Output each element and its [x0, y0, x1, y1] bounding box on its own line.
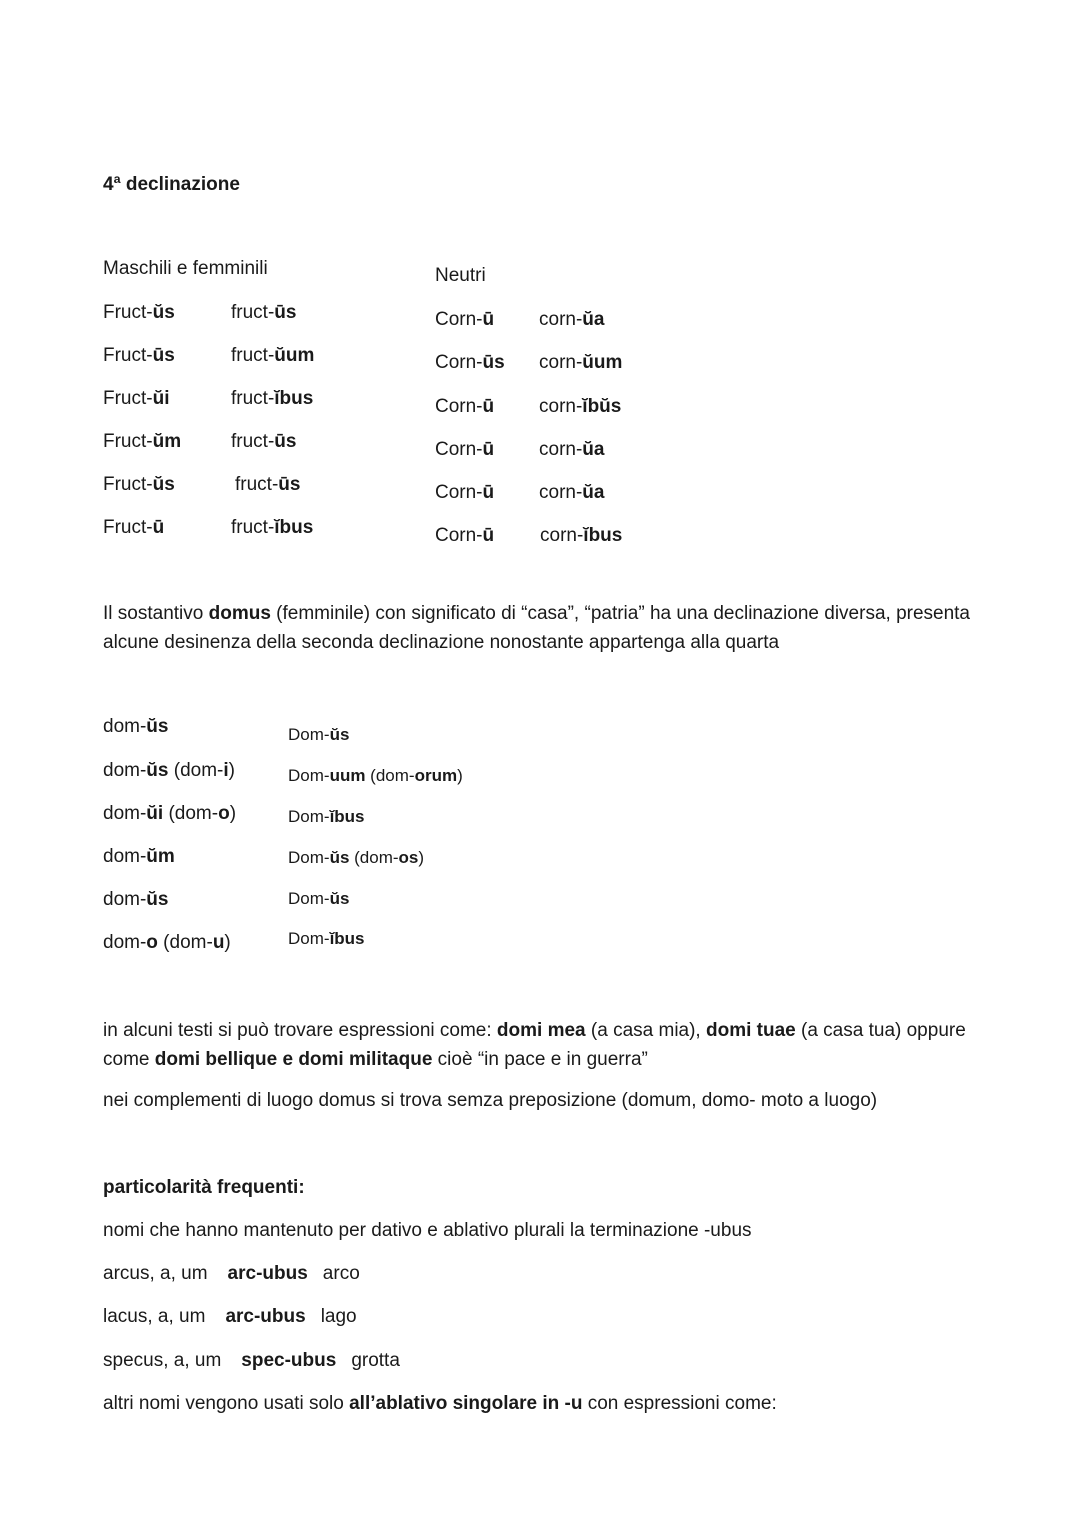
- particularities-intro: nomi che hanno mantenuto per dativo e ablativo plurali la terminazione -ubus: [103, 1220, 752, 1241]
- neuter-header: Neutri: [435, 265, 486, 286]
- expressions-paragraph: in alcuni testi si può trovare espressioni come: domi mea (a casa mia), domi tuae (a casa tua) oppure come domi bellique e domi militaque cioè “in pace e in guerra”: [103, 1020, 966, 1070]
- cornu-sg-row: Corn-ū: [435, 309, 495, 330]
- page-title: 4ª declinazione: [103, 174, 240, 195]
- cornu-pl-row: corn-ŭa: [539, 482, 605, 503]
- cornu-pl-row: corn-ŭa: [539, 439, 605, 460]
- fructus-sg-row: Fruct-ŭs: [103, 302, 175, 323]
- fructus-sg-row: Fruct-ŭs: [103, 474, 175, 495]
- domus-pl-row: Dom-ŭs: [288, 889, 350, 908]
- fructus-sg-row: Fruct-ū: [103, 517, 165, 538]
- domus-pl-row: Dom-ĭbus: [288, 807, 365, 826]
- fructus-pl-row: fruct-ĭbus: [231, 388, 314, 409]
- fructus-pl-row: fruct-ūs: [231, 431, 297, 452]
- cornu-sg-row: Corn-ū: [435, 396, 495, 417]
- cornu-sg-row: Corn-ū: [435, 482, 495, 503]
- domus-sg-row: dom-ŭi (dom-o): [103, 803, 237, 824]
- cornu-pl-row: corn-ŭum: [539, 352, 623, 373]
- fructus-pl-row: fruct-ūs: [231, 302, 297, 323]
- fructus-sg-row: Fruct-ūs: [103, 345, 175, 366]
- cornu-pl-row: corn-ĭbus: [540, 525, 623, 546]
- domus-pl-row: Dom-ŭs (dom-os): [288, 848, 425, 867]
- masc-fem-header: Maschili e femminili: [103, 258, 268, 279]
- cornu-sg-row: Corn-ūs: [435, 352, 505, 373]
- domus-intro-paragraph: Il sostantivo domus (femminile) con significato di “casa”, “patria” ha una declinazione diversa, presenta alcune desinenza della seconda declinazione nonostante appartenga alla quarta: [103, 603, 971, 653]
- cornu-pl-row: corn-ĭbŭs: [539, 396, 622, 417]
- ubus-example-row: specus, a, um spec-ubus grotta: [103, 1350, 400, 1371]
- domus-pl-row: Dom-uum (dom-orum): [288, 766, 463, 785]
- ubus-example-row: arcus, a, um arc-ubus arco: [103, 1263, 360, 1284]
- particularities-title: particolarità frequenti:: [103, 1177, 305, 1198]
- cornu-sg-row: Corn-ū: [435, 439, 495, 460]
- domus-pl-row: Dom-ŭs: [288, 725, 350, 744]
- domus-sg-row: dom-ŭs: [103, 889, 169, 910]
- domus-sg-row: dom-ŭs (dom-i): [103, 760, 235, 781]
- cornu-sg-row: Corn-ū: [435, 525, 495, 546]
- cornu-pl-row: corn-ŭa: [539, 309, 605, 330]
- fructus-sg-row: Fruct-ŭi: [103, 388, 170, 409]
- domus-sg-row: dom-ŭm: [103, 846, 175, 867]
- ablative-note: altri nomi vengono usati solo all’ablativo singolare in -u con espressioni come:: [103, 1393, 777, 1414]
- locative-note: nei complementi di luogo domus si trova semza preposizione (domum, domo- moto a luogo): [103, 1090, 878, 1111]
- domus-sg-row: dom-o (dom-u): [103, 932, 231, 953]
- domus-sg-row: dom-ŭs: [103, 716, 169, 737]
- domus-pl-row: Dom-ĭbus: [288, 929, 365, 948]
- fructus-pl-row: fruct-ŭum: [231, 345, 315, 366]
- ubus-example-row: lacus, a, um arc-ubus lago: [103, 1306, 357, 1327]
- fructus-pl-row: fruct-ĭbus: [231, 517, 314, 538]
- fructus-pl-row: fruct-ūs: [235, 474, 301, 495]
- fructus-sg-row: Fruct-ŭm: [103, 431, 182, 452]
